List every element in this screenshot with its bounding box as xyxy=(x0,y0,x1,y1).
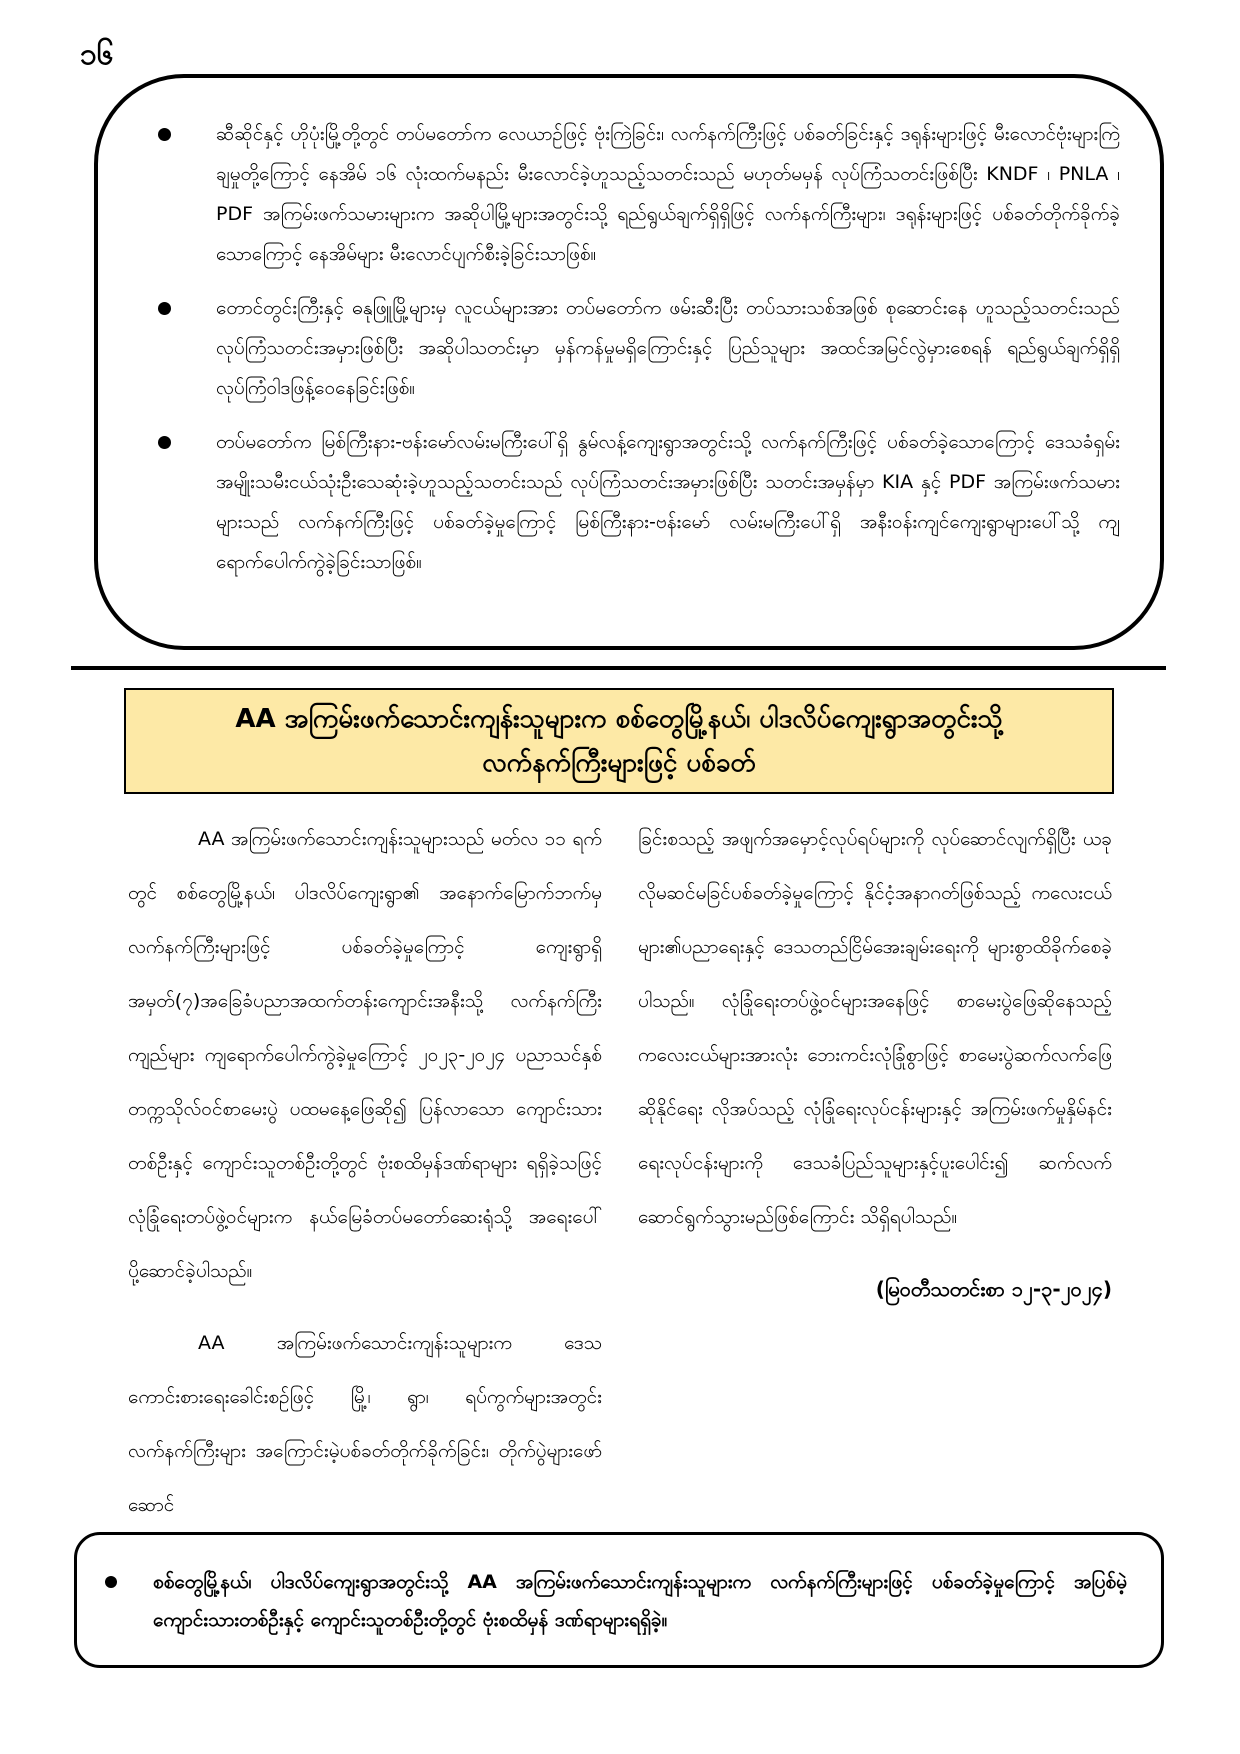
article-paragraph: AA အကြမ်းဖက်သောင်းကျန်းသူများသည် မတ်လ ၁၁ ရက်တွင် စစ်တွေမြို့နယ်၊ ပါဒလိပ်ကျေးရွာ၏ အနောက်မြောက်ဘက်မှ လက်နက်ကြီးများဖြင့် ပစ်ခတ်ခဲ့မှုကြောင့် ကျေးရွာရှိ အမှတ်(၇)အခြေခံပညာအထက်တန်းကျောင်းအနီးသို့ လက်နက်ကြီးကျည်များ ကျရောက်ပေါက်ကွဲခဲ့မှုကြောင့် ၂၀၂၃-၂၀၂၄ ပညာသင်နှစ် တက္ကသိုလ်ဝင်စာမေးပွဲ ပထမနေ့ဖြေဆို၍ ပြန်လာသော ကျောင်းသားတစ်ဦးနှင့် ကျောင်းသူတစ်ဦးတို့တွင် ဗုံးစထိမှန်ဒဏ်ရာများ ရရှိခဲ့သဖြင့် လုံခြုံရေးတပ်ဖွဲ့ဝင်များက နယ်မြေခံတပ်မတော်ဆေးရုံသို့ အရေးပေါ်ပို့ဆောင်ခဲ့ပါသည်။ xyxy=(128,828,602,1282)
article-paragraph: AA အကြမ်းဖက်သောင်းကျန်းသူများက ဒေသကောင်းစားရေးခေါင်းစဉ်ဖြင့် မြို့၊ ရွာ၊ ရပ်ကွက်များအတွင်း လက်နက်ကြီးများ အကြောင်းမဲ့ပစ်ခတ်တိုက်ခိုက်ခြင်း၊ တိုက်ပွဲများဖော်ဆောင် xyxy=(128,1332,602,1516)
article-paragraph: ခြင်းစသည့် အဖျက်အမှောင့်လုပ်ရပ်များကို လုပ်ဆောင်လျက်ရှိပြီး ယခုလိုမဆင်မခြင်ပစ်ခတ်ခဲ့မှုကြောင့် နိုင်ငံ့အနာဂတ်ဖြစ်သည့် ကလေးငယ်များ၏ပညာရေးနှင့် ဒေသတည်ငြိမ်အေးချမ်းရေးကို များစွာထိခိုက်စေခဲ့ပါသည်။ လုံခြုံရေးတပ်ဖွဲ့ဝင်များအနေဖြင့် စာမေးပွဲဖြေဆိုနေသည့် ကလေးငယ်များအားလုံး ဘေးကင်းလုံခြုံစွာဖြင့် စာမေးပွဲဆက်လက်ဖြေဆိုနိုင်ရေး လိုအပ်သည့် လုံခြုံရေးလုပ်ငန်းများနှင့် အကြမ်းဖက်မှုနှိမ်နင်းရေးလုပ်ငန်းများကို ဒေသခံပြည်သူများနှင့်ပူးပေါင်း၍ ဆက်လက်ဆောင်ရွက်သွားမည်ဖြစ်ကြောင်း သိရှိရပါသည်။ xyxy=(638,828,1112,1228)
summary-list xyxy=(105,1563,1127,1653)
fact-check-item xyxy=(158,422,1120,582)
fact-check-text: တောင်တွင်းကြီးနှင့် ဓနုဖြူမြို့များမှ လူငယ်များအား တပ်မတော်က ဖမ်းဆီးပြီး တပ်သားသစ်အဖြစ် စုဆောင်းနေ ဟူသည့်သတင်းသည် လုပ်ကြံသတင်းအမှားဖြစ်ပြီး အဆိုပါသတင်းမှာ မှန်ကန်မှုမရှိကြောင်းနှင့် ပြည်သူများ အထင်အမြင်လွဲမှားစေရန် ရည်ရွယ်ချက်ရှိရှိ လုပ်ကြံဝါဒဖြန့်ဝေနေခြင်းဖြစ်။ xyxy=(216,297,1120,399)
fact-check-item xyxy=(158,288,1120,408)
article-source: (မြဝတီသတင်းစာ ၁၂-၃-၂၀၂၄) xyxy=(875,1277,1112,1301)
bullet-icon xyxy=(158,302,171,315)
fact-check-text: တပ်မတော်က မြစ်ကြီးနား-ဗန်းမော်လမ်းမကြီးပေါ်ရှိ နွမ်လန့်ကျေးရွာအတွင်းသို့ လက်နက်ကြီးဖြင့် ပစ်ခတ်ခဲ့သောကြောင့် ဒေသခံရှမ်းအမျိုးသမီးငယ်သုံးဦးသေဆုံးခဲ့ဟူသည့်သတင်းသည် လုပ်ကြံသတင်းအမှားဖြစ်ပြီး သတင်းအမှန်မှာ KIA နှင့် PDF အကြမ်းဖက်သမားများသည် လက်နက်ကြီးဖြင့် ပစ်ခတ်ခဲ့မှုကြောင့် မြစ်ကြီးနား-ဗန်းမော် လမ်းမကြီးပေါ်ရှိ အနီးဝန်းကျင်ကျေးရွာများပေါ်သို့ ကျရောက်ပေါက်ကွဲခဲ့ခြင်းသာဖြစ်။ xyxy=(216,431,1120,573)
article-column-right xyxy=(638,812,1112,1316)
summary-text: စစ်တွေမြို့နယ်၊ ပါဒလိပ်ကျေးရွာအတွင်းသို့ AA အကြမ်းဖက်သောင်းကျန်းသူများက လက်နက်ကြီးများဖြင့် ပစ်ခတ်ခဲ့မှုကြောင့် အပြစ်မဲ့ကျောင်းသားတစ်ဦးနှင့် ကျောင်းသူတစ်ဦးတို့တွင် ဗုံးစထိမှန် ဒဏ်ရာများရရှိခဲ့။ xyxy=(153,1571,1127,1631)
bullet-icon xyxy=(105,1576,117,1588)
article-column-left xyxy=(128,812,602,1550)
fact-check-box xyxy=(94,74,1164,650)
headline-line-2: လက်နက်ကြီးများဖြင့် ပစ်ခတ် xyxy=(482,748,756,778)
section-divider xyxy=(71,666,1166,670)
summary-item xyxy=(105,1563,1127,1639)
page-number: ၁၆ xyxy=(80,37,114,72)
fact-check-list xyxy=(158,114,1120,596)
fact-check-item xyxy=(158,114,1120,274)
bullet-icon xyxy=(158,128,171,141)
summary-box xyxy=(74,1532,1164,1668)
headline-line-1: AA အကြမ်းဖက်သောင်းကျန်းသူများက စစ်တွေမြို့နယ်၊ ပါဒလိပ်ကျေးရွာအတွင်းသို့ xyxy=(235,704,1003,734)
bullet-icon xyxy=(158,436,171,449)
fact-check-text: ဆီဆိုင်နှင့် ဟိုပုံးမြို့တို့တွင် တပ်မတော်က လေယာဉ်ဖြင့် ဗုံးကြဲခြင်း၊ လက်နက်ကြီးဖြင့် ပစ်ခတ်ခြင်းနှင့် ဒရုန်းများဖြင့် မီးလောင်ဗုံးများကြဲချမှုတို့ကြောင့် နေအိမ် ၁၆ လုံးထက်မနည်း မီးလောင်ခဲ့ဟူသည့်သတင်းသည် မဟုတ်မမှန် လုပ်ကြံသတင်းဖြစ်ပြီး KNDF ၊ PNLA ၊ PDF အကြမ်းဖက်သမားများက အဆိုပါမြို့များအတွင်းသို့ ရည်ရွယ်ချက်ရှိရှိဖြင့် လက်နက်ကြီးများ၊ ဒရုန်းများဖြင့် ပစ်ခတ်တိုက်ခိုက်ခဲ့သောကြောင့် နေအိမ်များ မီးလောင်ပျက်စီးခဲ့ခြင်းသာဖြစ်။ xyxy=(216,123,1120,265)
article-headline xyxy=(124,688,1114,794)
